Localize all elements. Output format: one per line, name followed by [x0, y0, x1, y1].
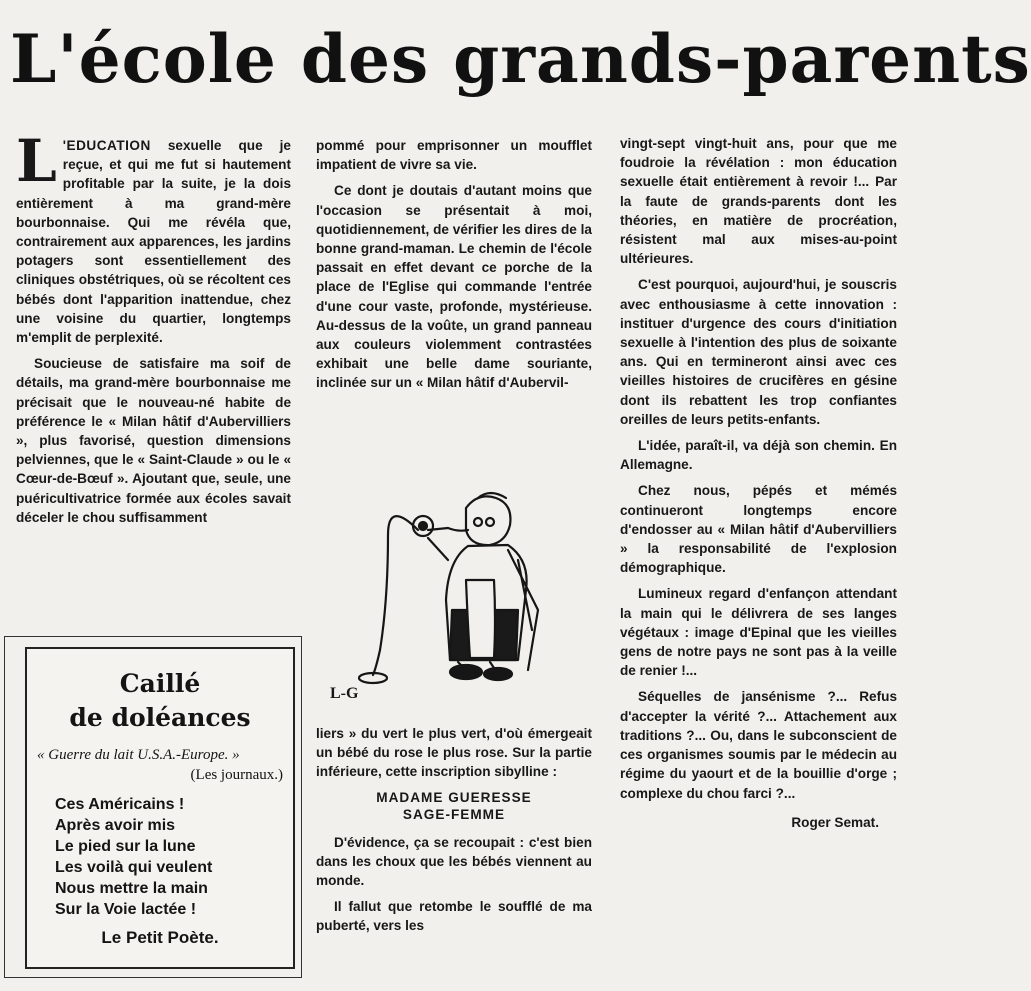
column-2-continued [316, 724, 592, 986]
box-source: (Les journaux.) [190, 767, 283, 783]
paragraph: L'idée, paraît-il, va déjà son chemin. En Allemagne. [620, 438, 897, 473]
paragraph: Il fallut que retombe le soufflé de ma puberté, vers les [316, 899, 592, 934]
poem-author: Le Petit Poète. [101, 928, 219, 947]
sign-line-1: MADAME GUERESSE [376, 789, 532, 805]
poem-line: Les voilà qui veulent [55, 859, 213, 876]
sidebar-box-frame [4, 636, 302, 978]
paragraph: D'évidence, ça se recoupait : c'est bien dans les choux que les bébés viennent au monde. [316, 834, 592, 889]
poem-line: Sur la Voie lactée ! [55, 901, 197, 918]
poem-box [25, 647, 295, 969]
paragraph: Lumineux regard d'enfançon attendant la main qui le délivrera de ses langes végétaux : image d'Epinal que les vieilles gens de notre pays ne sont pas à la veille de renier !... [620, 586, 897, 679]
paragraph: Soucieuse de satisfaire ma soif de détails, ma grand-mère bourbonnaise me précisait que le nouveau-né habite de préférence le « Milan hâtif d'Aubervilliers », plus favorisé, question dimensions pelviennes, que le « Saint-Claude » ou le « Cœur-de-Bœuf ». Ajoutant que, seule, une puéricultivatrice formée aux écoles savait déceler le chou suffisamment [16, 356, 291, 525]
author-signature: Roger Semat. [791, 814, 879, 830]
poem-line: Après avoir mis [55, 817, 176, 834]
paragraph: C'est pourquoi, aujourd'hui, je souscris avec enthousiasme à cette innovation : instituer d'urgence des cours d'initiation sexuelle à l'intention des plus de soixante ans. Qui en termineront ainsi avec ces vieilles histoires de crucifères en gésine dont ils rebattent les trop confiantes oreilles de leurs petits-enfants. [620, 277, 897, 427]
sign-inscription [316, 789, 592, 823]
box-title-line-2: de doléances [69, 703, 251, 732]
poem-line: Nous mettre la main [55, 880, 208, 897]
paragraph: Ce dont je doutais d'autant moins que l'occasion se présentait à moi, quotidiennement, de vérifier les dires de la bonne grand-maman. Le chemin de l'école passait en effet devant ce porche de la place de l'Eglise qui commande l'entrée d'une cour vaste, profonde, mystérieuse. Au-dessus de la voûte, un grand panneau aux couleurs violemment contrastées exhibait une belle dame souriante, inclinée sur un « Milan hâtif d'Aubervil- [316, 183, 592, 391]
box-quote: « Guerre du lait U.S.A.-Europe. » [37, 747, 240, 763]
paragraph: liers » du vert le plus vert, d'où émergeait un bébé du rose le plus rose. Sur la partie inférieure, cette inscription sibylline : [316, 726, 592, 780]
column-2 [316, 136, 592, 476]
paragraph [16, 127, 291, 347]
poem [55, 794, 293, 920]
grandmother-head [466, 496, 510, 545]
article-headline: L'école des grands-parents [10, 20, 1031, 98]
drop-cap: L [16, 127, 57, 195]
stethoscope-tube [373, 516, 418, 675]
box-title-line-1: Caillé [119, 669, 201, 698]
poem-line: Le pied sur la lune [55, 838, 196, 855]
paragraph: Chez nous, pépés et mémés continueront longtemps encore d'endosser au « Milan hâtif d'Aubervilliers » la responsabilité de l'explosion démographique. [620, 483, 897, 576]
sign-line-2: SAGE-FEMME [402, 806, 506, 822]
lead-word: 'EDUCATION [62, 138, 151, 153]
column-3 [620, 134, 897, 984]
paragraph-text: sexuelle que je reçue, et qui me fut si hautement profitable par la suite, je la dois entièrement à ma grand-mère bourbonnaise. Qui me révéla que, contrairement aux apparences, les jardins potagers sont essentiellement des cliniques obstétriques, où se récoltent ces bébés dont l'apparition inattendue, chez une voisine du quartier, longtemps m'emplit de perplexité. [16, 138, 291, 346]
paragraph: Séquelles de jansénisme ?... Refus d'accepter la vérité ?... Attachement aux traditions ?... Ou, dans le subconscient de ces organismes soumis par le médecin au régime du yaourt et de la bouillie d'orge ; complexe du chou farci ?... [620, 689, 897, 801]
column-1 [16, 127, 291, 626]
cartoon-illustration [318, 490, 588, 720]
box-title [27, 667, 293, 735]
artist-signature: L-G [330, 685, 359, 702]
paragraph: vingt-sept vingt-huit ans, pour que me foudroie la révélation : mon éducation sexuelle était entièrement à revoir !... Par la faute de grands-parents dont les théories, en matière de procréation, résistent mal aux mises-au-point ultérieures. [620, 136, 897, 267]
paragraph: pommé pour emprisonner un moufflet impatient de vivre sa vie. [316, 138, 592, 173]
poem-line: Ces Américains ! [55, 796, 185, 813]
